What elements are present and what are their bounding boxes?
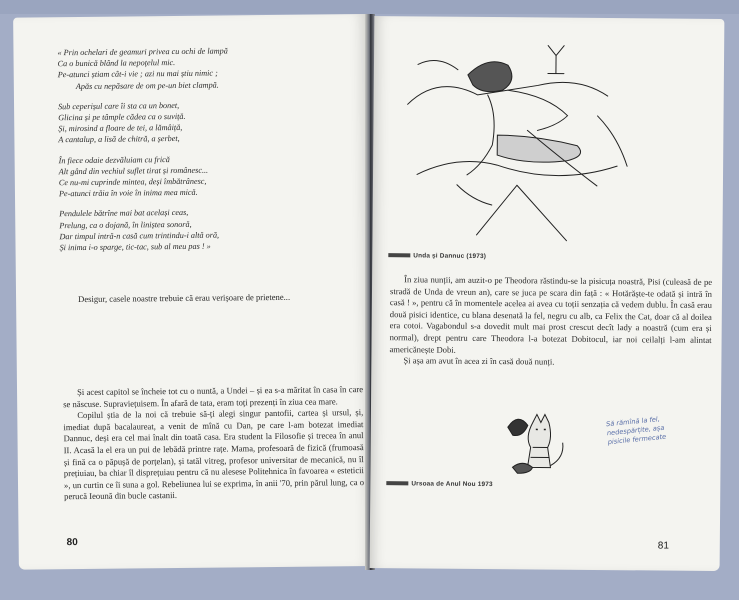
paragraph: În ziua nunții, am auzit-o pe Theodora răstindu-se la pisicuța noastră, Pisi (culeasă de pe stradă de Unda de vreun an), care se juca pe scara din față : « Hotărăște-te odată și intră în casă ! », pentru că în momentele acelea ai avea cu toții senzația că vedem dublu. În casă erau două pisici identice, cu blana desenată la fel, negru cu alb, ca Felix the Cat, doar că al doilea era cotoi. Vagabondul s-a dovedit mult mai prost crescut decît lady a noastră (cum era și normal), drept pentru care Theodora l-a botezat Dobitocul, iar noi ceilalți l-am alintat americănește Dobi. bbox=[389, 274, 713, 355]
poem-line: Glicina și pe tâmple cădea ca o suviță. bbox=[58, 111, 186, 123]
paragraph: Copilul știa de la noi că trebuie să-ți alegi singur pantofii, cartea și ursul, și, imediat după bacalaureat, a venit de mînă cu Dan, pe care l-am botezat imediat Dannuc, deși era cel mai înalt din toată casa. Era student la Filosofie și trecea în anul II. Acasă la el era un pui de lebădă printre rațe. Mama, profesoară de fizică (frumoasă și fină ca o păpușă de porțelan), și tatăl vitreg, profesor universitar de mecanică, nu îl prețiuiau, ba chiar îl disprețuiau pentru că nu alesese Politehnica în favoarea « esteticii », un curtin ce îi suna a gol. Rebeliunea lui se exprima, în anii '70, prin părul lung, ca o perucă Ieoună din bucle castanii. bbox=[63, 407, 365, 502]
poem-stanza bbox=[57, 44, 357, 92]
paragraph: Și acest capitol se încheie tot cu o nuntă, a Undei – și ea s-a măritat în casa în care se născuse. Supraviețuisem. În afară de tata, eram toți prezenți în ziua cea mare. bbox=[63, 384, 364, 409]
caption-bottom bbox=[386, 480, 492, 488]
poem-stanza bbox=[58, 98, 358, 146]
poem-line: Și inima i-o sparge, tic-tac, sub al meu pas ! » bbox=[59, 241, 211, 253]
poem-line: Pendulele bătrîne mai bat același ceas, bbox=[59, 208, 189, 219]
caption-bar bbox=[388, 253, 410, 257]
left-body-text bbox=[63, 384, 364, 503]
closing-line: Desigur, casele noastre trebuie că erau verișoare de prietene... bbox=[78, 291, 291, 305]
poem-line: « Prin ochelari de geamuri privea cu ochi de lampă bbox=[57, 46, 228, 58]
poem-line: Pe-atunci știam cât-i vie ; azi nu mai știu nimic ; bbox=[57, 68, 218, 80]
poem-line: Dar timpul intră-n casă cum trintindu-i altă oră, bbox=[59, 230, 220, 242]
caption-text: Ursoaa de Anul Nou 1973 bbox=[411, 480, 493, 489]
right-body-text bbox=[389, 274, 712, 370]
poem-line: Pe-atunci trăia în voie în inima mea mică. bbox=[58, 188, 198, 199]
poem-line: Ce nu-mi cuprinde mintea, deși îmbătrânesc, bbox=[58, 176, 207, 188]
poem-stanza bbox=[59, 206, 359, 254]
poem-stanza bbox=[59, 152, 359, 200]
background bbox=[0, 0, 739, 14]
left-page bbox=[13, 14, 371, 570]
poem-line: În fiece odaie dezvăluiam cu frică bbox=[58, 154, 170, 165]
paragraph: Și așa am avut în acea zi în casă două nunți. bbox=[403, 355, 555, 367]
poem-line: Și, mirosind a floare de tei, a lămâiță, bbox=[58, 123, 183, 134]
caption-top bbox=[388, 252, 486, 260]
right-page bbox=[370, 16, 725, 571]
poem-line: A cantalup, a lisă de chitră, a șerbet, bbox=[58, 134, 180, 145]
handwritten-note: Să rămînă la fel, nedespărțite, așa pisicile fermecate bbox=[605, 415, 667, 447]
poem bbox=[57, 44, 359, 262]
page-number: 80 bbox=[66, 537, 78, 549]
poem-line: Ca o bunică blând la nepoțelul mic. bbox=[57, 58, 176, 69]
caption-bar bbox=[386, 481, 408, 485]
cats-illustration bbox=[502, 407, 573, 478]
poem-line: Alt gând din vechiul suflet tirat și românesc... bbox=[58, 165, 209, 177]
poem-line: Sub ceperișul care îi sta ca un bonet, bbox=[58, 100, 180, 112]
poem-line: Apăs cu nepăsare de om pe-un biet clampă. bbox=[75, 80, 219, 91]
page-number: 81 bbox=[657, 540, 669, 552]
caption-text: Unda și Dannuc (1973) bbox=[413, 252, 487, 260]
sketch-illustration bbox=[396, 34, 636, 246]
poem-line: Prelung, ca o dojană, în liniștea sonoră, bbox=[59, 219, 192, 230]
